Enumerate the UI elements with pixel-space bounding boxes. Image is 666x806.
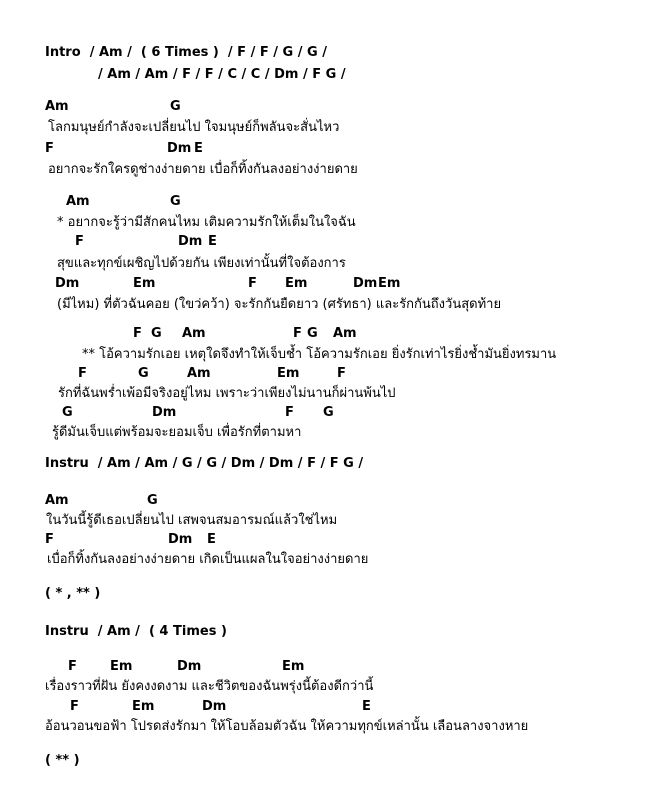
chord: E	[207, 532, 216, 547]
chord: Dm	[55, 276, 80, 291]
lyric-line	[0, 161, 666, 180]
lyric-text: อ้อนวอนขอฟ้า โปรดส่งรักมา ให้โอบล้อมตัวฉัน ให้ความทุกข์เหล่านั้น เลือนลางจางหาย	[45, 719, 529, 734]
chord: Dm	[177, 659, 202, 674]
lyric-line	[0, 512, 666, 531]
chord: Em	[132, 699, 155, 714]
section-text: Instru / Am / Am / G / G / Dm / Dm / F / F G /	[45, 456, 364, 471]
chord: G	[170, 194, 181, 209]
lyric-text: เบื่อก็ทิ้งกันลงอย่างง่ายดาย เกิดเป็นแผลในใจอย่างง่ายดาย	[47, 552, 369, 567]
chord-line	[0, 275, 666, 294]
chord: Dm	[353, 276, 378, 291]
lyric-line	[0, 214, 666, 233]
chord: F	[45, 141, 54, 156]
section-text: / Am / Am / F / F / C / C / Dm / F G /	[98, 67, 346, 82]
chord: Dm	[178, 234, 203, 249]
section-line	[0, 44, 666, 63]
chord: Am	[45, 493, 69, 508]
lyric-text: ในวันนี้รู้ดีเธอเปลี่ยนไป เสพจนสมอารมณ์แล้วใช่ไหม	[46, 513, 338, 528]
chord: E	[208, 234, 217, 249]
chord: Am	[182, 326, 206, 341]
chord: Am	[45, 99, 69, 114]
lyric-text: ** โอ้ความรักเอย เหตุใดจึงทำให้เจ็บช้ำ โอ้ความรักเอย ยิ่งรักเท่าไรยิ่งช้ำมันยิ่งทรมาน	[82, 347, 557, 362]
chord-line	[0, 365, 666, 384]
chord: F	[70, 699, 79, 714]
chord: F	[75, 234, 84, 249]
chord: Dm	[167, 141, 192, 156]
chord-line	[0, 233, 666, 252]
chord: E	[194, 141, 203, 156]
section-line	[0, 66, 666, 85]
lyric-line	[0, 424, 666, 443]
chord: F	[133, 326, 142, 341]
chord: G	[147, 493, 158, 508]
chord: Am	[333, 326, 357, 341]
lyric-text: สุขและทุกข์เผชิญไปด้วยกัน เพียงเท่านั้นที่ใจต้องการ	[57, 256, 346, 271]
section-text: Intro / Am / ( 6 Times ) / F / F / G / G /	[45, 45, 327, 60]
chord-line	[0, 531, 666, 550]
chord: G	[151, 326, 162, 341]
chord: E	[362, 699, 371, 714]
lyric-text: อยากจะรักใครดูช่างง่ายดาย เบื่อก็ทิ้งกันลงอย่างง่ายดาย	[48, 162, 358, 177]
chord: Dm	[168, 532, 193, 547]
chord: G	[62, 405, 73, 420]
section-line	[0, 455, 666, 474]
chord-line	[0, 658, 666, 677]
chord: Em	[285, 276, 308, 291]
chord: Am	[187, 366, 211, 381]
chord: F	[293, 326, 302, 341]
chord: G	[323, 405, 334, 420]
chord: Em	[133, 276, 156, 291]
lyric-line	[0, 718, 666, 737]
lyric-line	[0, 296, 666, 315]
chord: G	[307, 326, 318, 341]
chord-line	[0, 98, 666, 117]
chord: Am	[66, 194, 90, 209]
section-line	[0, 585, 666, 604]
lyric-text: (มีไหม) ที่ตัวฉันคอย (ใขว่คว้า) จะรักกันยืดยาว (ศรัทธา) และรักกันถึงวันสุดท้าย	[57, 297, 502, 312]
chord: Dm	[152, 405, 177, 420]
lyric-line	[0, 551, 666, 570]
lyric-line	[0, 385, 666, 404]
chord-line	[0, 325, 666, 344]
chord: F	[285, 405, 294, 420]
chord-line	[0, 492, 666, 511]
section-line	[0, 752, 666, 771]
chord-line	[0, 698, 666, 717]
chord: F	[248, 276, 257, 291]
chord: G	[138, 366, 149, 381]
chord: Em	[110, 659, 133, 674]
chord-line	[0, 193, 666, 212]
section-text: ( ** )	[45, 753, 80, 768]
chord: Dm	[202, 699, 227, 714]
chord: F	[68, 659, 77, 674]
section-text: ( * , ** )	[45, 586, 101, 601]
chord: Em	[277, 366, 300, 381]
lyric-line	[0, 346, 666, 365]
chord: Em	[282, 659, 305, 674]
chord: F	[45, 532, 54, 547]
chord: Em	[378, 276, 401, 291]
chord: F	[337, 366, 346, 381]
lyric-text: รักที่ฉันพร่ำเพ้อมีจริงอยู่ไหม เพราะว่าเพียงไม่นานก็ผ่านพ้นไป	[58, 386, 396, 401]
lyric-text: * อยากจะรู้ว่ามีสักคนไหม เติมความรักให้เต็มในใจฉัน	[57, 215, 356, 230]
section-line	[0, 623, 666, 642]
chord-line	[0, 140, 666, 159]
chord: F	[78, 366, 87, 381]
lyric-text: รู้ดีมันเจ็บแต่พร้อมจะยอมเจ็บ เพื่อรักที่ตามหา	[52, 425, 302, 440]
chord-line	[0, 404, 666, 423]
lyric-line	[0, 119, 666, 138]
lyric-text: เรื่องราวที่ฝัน ยังคงงดงาม และชีวิตของฉันพรุ่งนี้ต้องดีกว่านี้	[45, 679, 374, 694]
section-text: Instru / Am / ( 4 Times )	[45, 624, 227, 639]
lyric-line	[0, 255, 666, 274]
lyric-text: โลกมนุษย์กำลังจะเปลี่ยนไป ใจมนุษย์ก็พลันจะสั่นไหว	[48, 120, 340, 135]
chord: G	[170, 99, 181, 114]
lyric-line	[0, 678, 666, 697]
